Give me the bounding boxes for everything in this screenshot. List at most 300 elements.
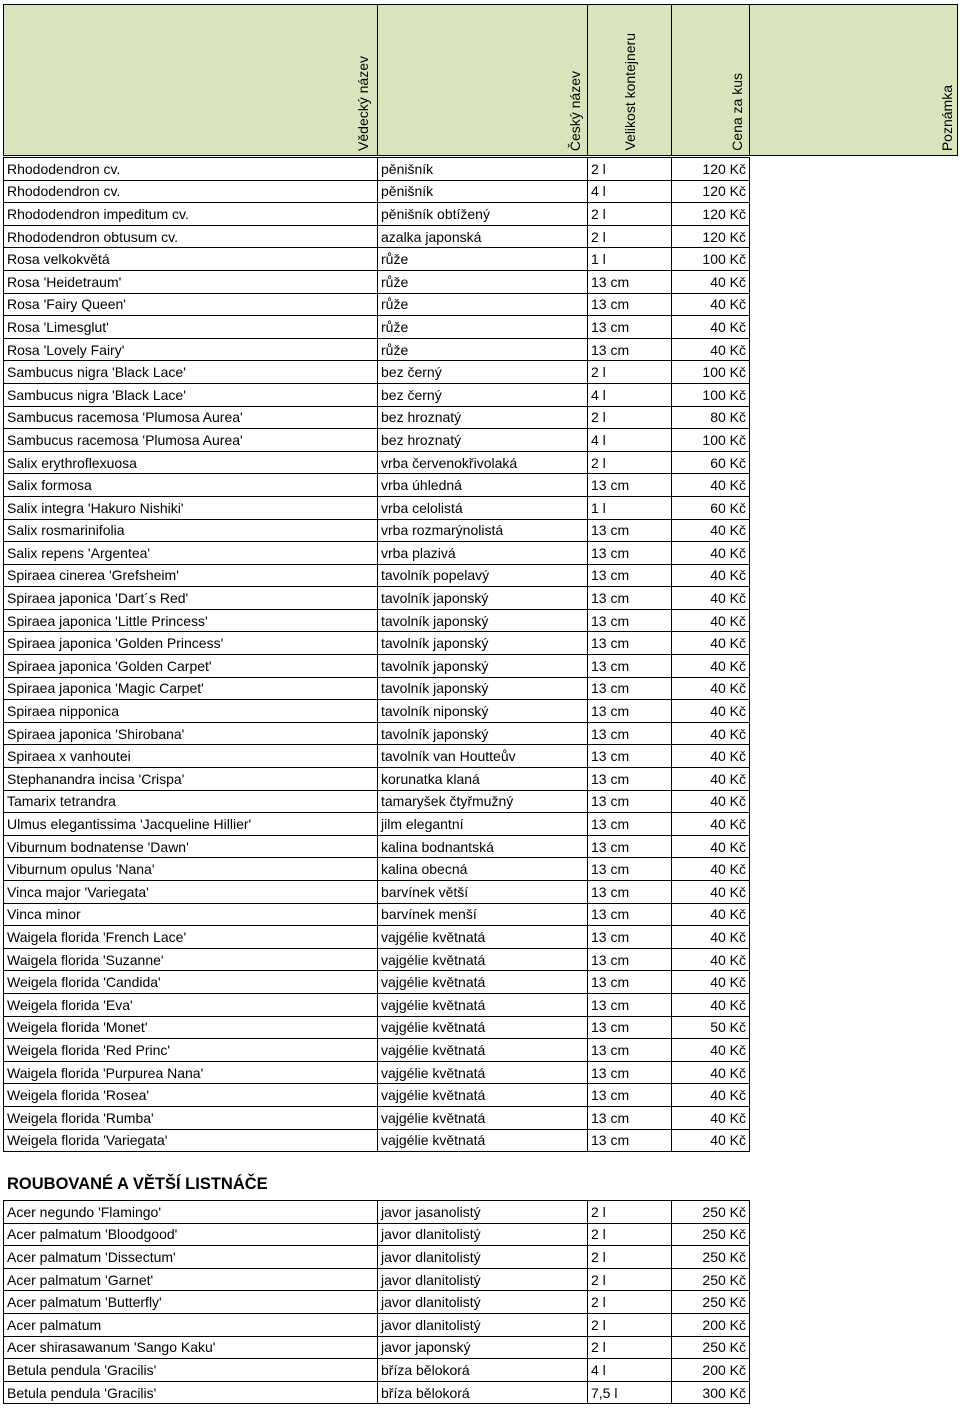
container-size-cell: 13 cm: [588, 926, 672, 949]
note-cell: [750, 248, 960, 271]
czech-name-cell: růže: [378, 248, 588, 271]
czech-name-cell: bez hroznatý: [378, 429, 588, 452]
table-row: [4, 722, 960, 745]
price-cell: 100 Kč: [672, 248, 750, 271]
czech-name-cell: vajgélie květnatá: [378, 1106, 588, 1129]
price-cell: 40 Kč: [672, 564, 750, 587]
header-czech-label: Český název: [567, 70, 583, 151]
table-row: [4, 1336, 960, 1359]
scientific-name-cell: Sambucus nigra 'Black Lace': [4, 361, 378, 384]
note-cell: [750, 474, 960, 497]
price-cell: 120 Kč: [672, 158, 750, 181]
price-cell: 40 Kč: [672, 338, 750, 361]
table-row: [4, 361, 960, 384]
table-row: [4, 587, 960, 610]
grafted-trees-table: [3, 1200, 960, 1404]
note-cell: [750, 835, 960, 858]
price-cell: 60 Kč: [672, 496, 750, 519]
scientific-name-cell: Betula pendula 'Gracilis': [4, 1359, 378, 1382]
container-size-cell: 13 cm: [588, 745, 672, 768]
container-size-cell: 1 l: [588, 496, 672, 519]
header-price: [671, 4, 750, 156]
table-row: [4, 429, 960, 452]
container-size-cell: 13 cm: [588, 971, 672, 994]
scientific-name-cell: Rosa velkokvětá: [4, 248, 378, 271]
price-cell: 50 Kč: [672, 1016, 750, 1039]
table-row: [4, 903, 960, 926]
price-cell: 120 Kč: [672, 203, 750, 226]
container-size-cell: 13 cm: [588, 1039, 672, 1062]
czech-name-cell: javor jasanolistý: [378, 1201, 588, 1224]
price-cell: 40 Kč: [672, 677, 750, 700]
scientific-name-cell: Spiraea japonica 'Golden Princess': [4, 632, 378, 655]
container-size-cell: 13 cm: [588, 564, 672, 587]
note-cell: [750, 542, 960, 565]
scientific-name-cell: Sambucus racemosa 'Plumosa Aurea': [4, 406, 378, 429]
price-cell: 40 Kč: [672, 813, 750, 836]
table-row: [4, 496, 960, 519]
czech-name-cell: vajgélie květnatá: [378, 1084, 588, 1107]
price-cell: 100 Kč: [672, 361, 750, 384]
price-cell: 300 Kč: [672, 1381, 750, 1404]
price-cell: 40 Kč: [672, 1084, 750, 1107]
table-row: [4, 225, 960, 248]
price-cell: 80 Kč: [672, 406, 750, 429]
container-size-cell: 13 cm: [588, 677, 672, 700]
table-row: [4, 158, 960, 181]
czech-name-cell: bez černý: [378, 383, 588, 406]
note-cell: [750, 203, 960, 226]
container-size-cell: 13 cm: [588, 1061, 672, 1084]
note-cell: [750, 1039, 960, 1062]
container-size-cell: 13 cm: [588, 858, 672, 881]
scientific-name-cell: Salix formosa: [4, 474, 378, 497]
czech-name-cell: tamaryšek čtyřmužný: [378, 790, 588, 813]
container-size-cell: 13 cm: [588, 316, 672, 339]
note-cell: [750, 338, 960, 361]
scientific-name-cell: Sambucus nigra 'Black Lace': [4, 383, 378, 406]
scientific-name-cell: Vinca minor: [4, 903, 378, 926]
price-cell: 250 Kč: [672, 1246, 750, 1269]
price-cell: 40 Kč: [672, 1061, 750, 1084]
note-cell: [750, 225, 960, 248]
czech-name-cell: jilm elegantní: [378, 813, 588, 836]
price-cell: 40 Kč: [672, 316, 750, 339]
table-row: [4, 316, 960, 339]
container-size-cell: 13 cm: [588, 835, 672, 858]
czech-name-cell: tavolník van Houtteův: [378, 745, 588, 768]
container-size-cell: 2 l: [588, 158, 672, 181]
table-row: [4, 180, 960, 203]
container-size-cell: 13 cm: [588, 948, 672, 971]
table-row: [4, 790, 960, 813]
note-cell: [750, 1359, 960, 1382]
price-cell: 40 Kč: [672, 609, 750, 632]
note-cell: [750, 790, 960, 813]
price-cell: 40 Kč: [672, 655, 750, 678]
table-row: [4, 564, 960, 587]
scientific-name-cell: Spiraea japonica 'Dart´s Red': [4, 587, 378, 610]
container-size-cell: 13 cm: [588, 609, 672, 632]
note-cell: [750, 1084, 960, 1107]
container-size-cell: 13 cm: [588, 655, 672, 678]
czech-name-cell: růže: [378, 270, 588, 293]
table-row: [4, 293, 960, 316]
scientific-name-cell: Salix erythroflexuosa: [4, 451, 378, 474]
note-cell: [750, 1201, 960, 1224]
price-cell: 40 Kč: [672, 926, 750, 949]
note-cell: [750, 1291, 960, 1314]
price-cell: 100 Kč: [672, 429, 750, 452]
scientific-name-cell: Weigela florida 'Rosea': [4, 1084, 378, 1107]
container-size-cell: 4 l: [588, 429, 672, 452]
price-cell: 40 Kč: [672, 1106, 750, 1129]
note-cell: [750, 158, 960, 181]
table-row: [4, 677, 960, 700]
price-cell: 250 Kč: [672, 1336, 750, 1359]
table-row: [4, 519, 960, 542]
note-cell: [750, 655, 960, 678]
container-size-cell: 2 l: [588, 203, 672, 226]
price-cell: 40 Kč: [672, 519, 750, 542]
czech-name-cell: bříza bělokorá: [378, 1359, 588, 1382]
price-cell: 40 Kč: [672, 993, 750, 1016]
container-size-cell: 13 cm: [588, 700, 672, 723]
note-cell: [750, 564, 960, 587]
table-row: [4, 632, 960, 655]
note-cell: [750, 971, 960, 994]
note-cell: [750, 1268, 960, 1291]
container-size-cell: 13 cm: [588, 722, 672, 745]
table-row: [4, 745, 960, 768]
header-container-label: Velikost kontejneru: [622, 33, 638, 151]
header-czech-name: [377, 4, 588, 156]
czech-name-cell: vajgélie květnatá: [378, 993, 588, 1016]
note-cell: [750, 1106, 960, 1129]
note-cell: [750, 1336, 960, 1359]
scientific-name-cell: Spiraea japonica 'Shirobana': [4, 722, 378, 745]
container-size-cell: 13 cm: [588, 1016, 672, 1039]
price-cell: 40 Kč: [672, 1039, 750, 1062]
czech-name-cell: bříza bělokorá: [378, 1381, 588, 1404]
table-row: [4, 1381, 960, 1404]
table-header: [3, 4, 958, 156]
czech-name-cell: pěnišník obtížený: [378, 203, 588, 226]
czech-name-cell: javor dlanitolistý: [378, 1246, 588, 1269]
note-cell: [750, 1223, 960, 1246]
header-note-label: Poznámka: [939, 84, 955, 151]
container-size-cell: 13 cm: [588, 519, 672, 542]
price-cell: 40 Kč: [672, 587, 750, 610]
note-cell: [750, 406, 960, 429]
price-cell: 40 Kč: [672, 858, 750, 881]
scientific-name-cell: Weigela florida 'Monet': [4, 1016, 378, 1039]
note-cell: [750, 1016, 960, 1039]
scientific-name-cell: Rosa 'Heidetraum': [4, 270, 378, 293]
container-size-cell: 2 l: [588, 1246, 672, 1269]
czech-name-cell: vajgélie květnatá: [378, 1016, 588, 1039]
container-size-cell: 13 cm: [588, 993, 672, 1016]
table-row: [4, 926, 960, 949]
czech-name-cell: javor japonský: [378, 1336, 588, 1359]
table-row: [4, 1106, 960, 1129]
container-size-cell: 2 l: [588, 1201, 672, 1224]
price-cell: 250 Kč: [672, 1201, 750, 1224]
header-price-label: Cena za kus: [729, 73, 745, 151]
czech-name-cell: korunatka klaná: [378, 768, 588, 791]
price-cell: 40 Kč: [672, 903, 750, 926]
scientific-name-cell: Vinca major 'Variegata': [4, 881, 378, 904]
container-size-cell: 2 l: [588, 225, 672, 248]
scientific-name-cell: Weigela florida 'Eva': [4, 993, 378, 1016]
czech-name-cell: tavolník japonský: [378, 677, 588, 700]
scientific-name-cell: Spiraea japonica 'Magic Carpet': [4, 677, 378, 700]
note-cell: [750, 993, 960, 1016]
scientific-name-cell: Weigela florida 'Red Princ': [4, 1039, 378, 1062]
czech-name-cell: růže: [378, 293, 588, 316]
czech-name-cell: tavolník japonský: [378, 587, 588, 610]
czech-name-cell: javor dlanitolistý: [378, 1313, 588, 1336]
container-size-cell: 13 cm: [588, 768, 672, 791]
note-cell: [750, 1313, 960, 1336]
container-size-cell: 13 cm: [588, 270, 672, 293]
table-row: [4, 474, 960, 497]
note-cell: [750, 813, 960, 836]
price-cell: 60 Kč: [672, 451, 750, 474]
note-cell: [750, 587, 960, 610]
container-size-cell: 2 l: [588, 406, 672, 429]
scientific-name-cell: Rosa 'Limesglut': [4, 316, 378, 339]
table-row: [4, 858, 960, 881]
note-cell: [750, 270, 960, 293]
table-row: [4, 406, 960, 429]
table-row: [4, 1129, 960, 1152]
note-cell: [750, 1381, 960, 1404]
price-cell: 40 Kč: [672, 700, 750, 723]
scientific-name-cell: Spiraea japonica 'Little Princess': [4, 609, 378, 632]
container-size-cell: 13 cm: [588, 790, 672, 813]
price-cell: 40 Kč: [672, 722, 750, 745]
table-row: [4, 609, 960, 632]
table-row: [4, 1201, 960, 1224]
price-cell: 40 Kč: [672, 948, 750, 971]
scientific-name-cell: Spiraea x vanhoutei: [4, 745, 378, 768]
czech-name-cell: barvínek větší: [378, 881, 588, 904]
container-size-cell: 13 cm: [588, 1129, 672, 1152]
scientific-name-cell: Acer palmatum 'Bloodgood': [4, 1223, 378, 1246]
czech-name-cell: azalka japonská: [378, 225, 588, 248]
table-row: [4, 813, 960, 836]
note-cell: [750, 677, 960, 700]
czech-name-cell: kalina obecná: [378, 858, 588, 881]
container-size-cell: 13 cm: [588, 293, 672, 316]
czech-name-cell: vajgélie květnatá: [378, 1061, 588, 1084]
price-cell: 100 Kč: [672, 383, 750, 406]
note-cell: [750, 1061, 960, 1084]
scientific-name-cell: Stephanandra incisa 'Crispa': [4, 768, 378, 791]
scientific-name-cell: Salix integra 'Hakuro Nishiki': [4, 496, 378, 519]
container-size-cell: 4 l: [588, 1359, 672, 1382]
table-row: [4, 1223, 960, 1246]
container-size-cell: 7,5 l: [588, 1381, 672, 1404]
table-row: [4, 542, 960, 565]
scientific-name-cell: Acer palmatum 'Dissectum': [4, 1246, 378, 1269]
scientific-name-cell: Rhododendron cv.: [4, 180, 378, 203]
scientific-name-cell: Rhododendron impeditum cv.: [4, 203, 378, 226]
table-row: [4, 655, 960, 678]
czech-name-cell: vajgélie květnatá: [378, 1039, 588, 1062]
scientific-name-cell: Acer palmatum: [4, 1313, 378, 1336]
czech-name-cell: tavolník niponský: [378, 700, 588, 723]
scientific-name-cell: Acer palmatum 'Butterfly': [4, 1291, 378, 1314]
price-cell: 40 Kč: [672, 971, 750, 994]
note-cell: [750, 881, 960, 904]
czech-name-cell: javor dlanitolistý: [378, 1223, 588, 1246]
scientific-name-cell: Viburnum opulus 'Nana': [4, 858, 378, 881]
scientific-name-cell: Betula pendula 'Gracilis': [4, 1381, 378, 1404]
price-cell: 120 Kč: [672, 180, 750, 203]
scientific-name-cell: Rosa 'Lovely Fairy': [4, 338, 378, 361]
price-cell: 40 Kč: [672, 1129, 750, 1152]
plant-price-table: [3, 157, 960, 1152]
czech-name-cell: barvínek menší: [378, 903, 588, 926]
price-cell: 200 Kč: [672, 1313, 750, 1336]
czech-name-cell: tavolník japonský: [378, 632, 588, 655]
czech-name-cell: vajgélie květnatá: [378, 1129, 588, 1152]
note-cell: [750, 745, 960, 768]
note-cell: [750, 768, 960, 791]
czech-name-cell: vajgélie květnatá: [378, 971, 588, 994]
scientific-name-cell: Rhododendron obtusum cv.: [4, 225, 378, 248]
price-cell: 40 Kč: [672, 270, 750, 293]
czech-name-cell: tavolník popelavý: [378, 564, 588, 587]
note-cell: [750, 429, 960, 452]
czech-name-cell: vrba červenokřivolaká: [378, 451, 588, 474]
scientific-name-cell: Acer shirasawanum 'Sango Kaku': [4, 1336, 378, 1359]
note-cell: [750, 180, 960, 203]
container-size-cell: 2 l: [588, 1268, 672, 1291]
price-cell: 40 Kč: [672, 790, 750, 813]
price-cell: 40 Kč: [672, 293, 750, 316]
czech-name-cell: javor dlanitolistý: [378, 1291, 588, 1314]
scientific-name-cell: Rosa 'Fairy Queen': [4, 293, 378, 316]
price-cell: 250 Kč: [672, 1223, 750, 1246]
czech-name-cell: vrba celolistá: [378, 496, 588, 519]
price-cell: 250 Kč: [672, 1291, 750, 1314]
price-cell: 40 Kč: [672, 632, 750, 655]
table-row: [4, 203, 960, 226]
czech-name-cell: tavolník japonský: [378, 609, 588, 632]
note-cell: [750, 496, 960, 519]
header-scientific-name: [3, 4, 378, 156]
container-size-cell: 13 cm: [588, 542, 672, 565]
price-cell: 200 Kč: [672, 1359, 750, 1382]
table-row: [4, 338, 960, 361]
container-size-cell: 13 cm: [588, 903, 672, 926]
table-row: [4, 383, 960, 406]
czech-name-cell: pěnišník: [378, 180, 588, 203]
scientific-name-cell: Weigela florida 'Variegata': [4, 1129, 378, 1152]
scientific-name-cell: Spiraea nipponica: [4, 700, 378, 723]
container-size-cell: 4 l: [588, 180, 672, 203]
scientific-name-cell: Sambucus racemosa 'Plumosa Aurea': [4, 429, 378, 452]
price-cell: 40 Kč: [672, 542, 750, 565]
header-scientific-label: Vědecký název: [355, 56, 371, 151]
scientific-name-cell: Spiraea cinerea 'Grefsheim': [4, 564, 378, 587]
czech-name-cell: vajgélie květnatá: [378, 926, 588, 949]
note-cell: [750, 926, 960, 949]
table-row: [4, 270, 960, 293]
container-size-cell: 2 l: [588, 1336, 672, 1359]
scientific-name-cell: Waigela florida 'Suzanne': [4, 948, 378, 971]
czech-name-cell: bez černý: [378, 361, 588, 384]
czech-name-cell: vajgélie květnatá: [378, 948, 588, 971]
container-size-cell: 2 l: [588, 1313, 672, 1336]
note-cell: [750, 903, 960, 926]
note-cell: [750, 451, 960, 474]
table-row: [4, 451, 960, 474]
scientific-name-cell: Tamarix tetrandra: [4, 790, 378, 813]
container-size-cell: 13 cm: [588, 1084, 672, 1107]
czech-name-cell: růže: [378, 338, 588, 361]
table-row: [4, 1061, 960, 1084]
container-size-cell: 13 cm: [588, 881, 672, 904]
scientific-name-cell: Weigela florida 'Candida': [4, 971, 378, 994]
scientific-name-cell: Acer negundo 'Flamingo': [4, 1201, 378, 1224]
table-row: [4, 700, 960, 723]
table-row: [4, 948, 960, 971]
note-cell: [750, 293, 960, 316]
scientific-name-cell: Ulmus elegantissima 'Jacqueline Hillier': [4, 813, 378, 836]
table-row: [4, 248, 960, 271]
table-row: [4, 993, 960, 1016]
scientific-name-cell: Salix repens 'Argentea': [4, 542, 378, 565]
price-cell: 250 Kč: [672, 1268, 750, 1291]
note-cell: [750, 858, 960, 881]
price-cell: 40 Kč: [672, 768, 750, 791]
note-cell: [750, 361, 960, 384]
table-row: [4, 1246, 960, 1269]
czech-name-cell: javor dlanitolistý: [378, 1268, 588, 1291]
table-row: [4, 1039, 960, 1062]
scientific-name-cell: Rhododendron cv.: [4, 158, 378, 181]
price-cell: 40 Kč: [672, 881, 750, 904]
czech-name-cell: růže: [378, 316, 588, 339]
container-size-cell: 13 cm: [588, 632, 672, 655]
container-size-cell: 13 cm: [588, 338, 672, 361]
price-cell: 120 Kč: [672, 225, 750, 248]
price-cell: 40 Kč: [672, 835, 750, 858]
czech-name-cell: pěnišník: [378, 158, 588, 181]
note-cell: [750, 1129, 960, 1152]
price-cell: 40 Kč: [672, 745, 750, 768]
table-row: [4, 768, 960, 791]
table-row: [4, 881, 960, 904]
note-cell: [750, 609, 960, 632]
table-row: [4, 1084, 960, 1107]
czech-name-cell: vrba plazivá: [378, 542, 588, 565]
container-size-cell: 4 l: [588, 383, 672, 406]
note-cell: [750, 700, 960, 723]
section-title: ROUBOVANÉ A VĚTŠÍ LISTNÁČE: [7, 1175, 268, 1193]
table-row: [4, 971, 960, 994]
note-cell: [750, 519, 960, 542]
table-row: [4, 1291, 960, 1314]
header-note: [749, 4, 958, 156]
note-cell: [750, 383, 960, 406]
container-size-cell: 2 l: [588, 1291, 672, 1314]
scientific-name-cell: Waigela florida 'Purpurea Nana': [4, 1061, 378, 1084]
